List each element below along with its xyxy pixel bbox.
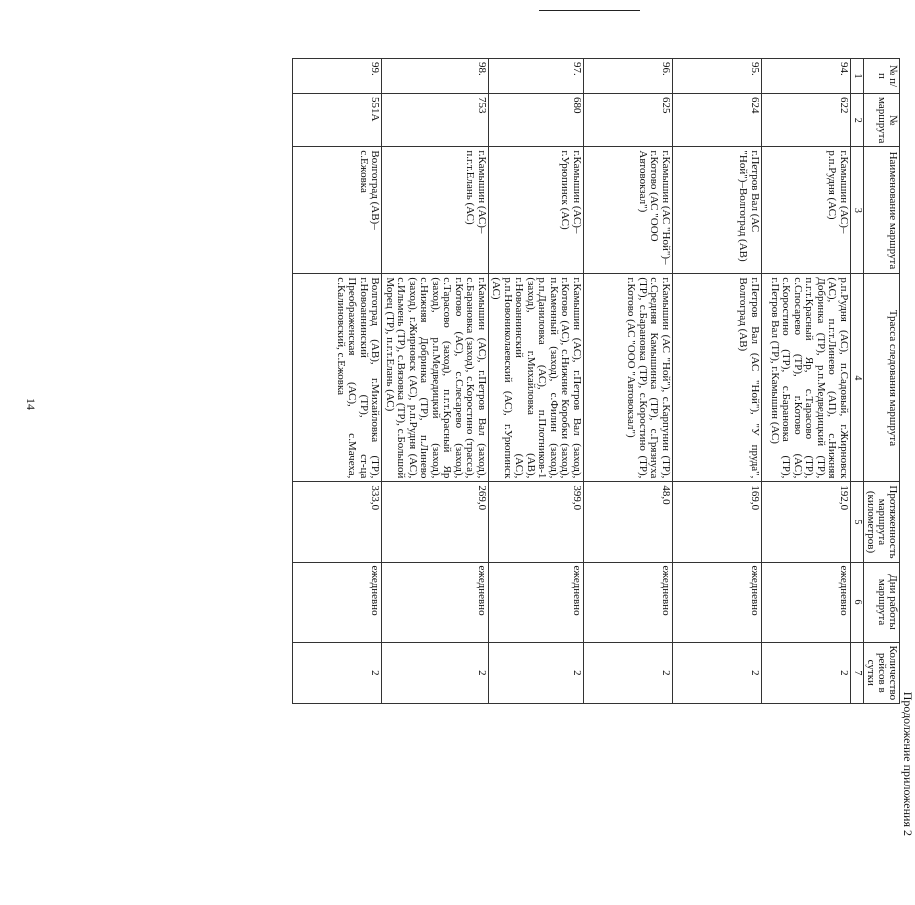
- column-number: 1: [851, 59, 864, 94]
- row-number: 99.: [293, 59, 382, 94]
- route-trace: р.п.Рудня (АС), п.Садовый, г.Жирновск (АС), п.г.т.Линево (АП), с.Нижняя Добринка (ТР), р.п.Медведицкий (ТР), п.г.т.Красный Яр, с.Тарасово (ТР), с.Спосарево (ТР), г.Котово (АС), с.Коростино (ТР), с.Барановка (ТР), г.Петров Вал (ТР), г.Камышин (АС): [762, 274, 851, 482]
- operating-days: ежедневно: [382, 562, 489, 642]
- column-number: 4: [851, 274, 864, 482]
- trips-per-day: 2: [293, 642, 382, 704]
- header-cell: Количество рейсов в сутки: [864, 642, 900, 704]
- route-trace: г.Камышин (АС "Ной"), с.Карпунин (ТР), с.Средняя Камышинка (ТР), с.Грязнуха (ТР), с.Барановка (ТР), с.Коростино (ТР), г.Котово (АС "ООО "Автовокзал"): [584, 274, 673, 482]
- rotated-page-content: [150, 58, 915, 840]
- header-cell: Наименование маршрута: [864, 147, 900, 274]
- header-cell: Трасса следования маршрута: [864, 274, 900, 482]
- trips-per-day: 2: [762, 642, 851, 704]
- route-length: 192,0: [762, 482, 851, 562]
- column-number-row: [851, 59, 864, 704]
- operating-days: ежедневно: [293, 562, 382, 642]
- column-number: 6: [851, 562, 864, 642]
- route-name: г.Камышин (АС)–г.Урюпинск (АС): [489, 147, 584, 274]
- routes-table: [293, 58, 901, 704]
- header-cell: Протяженность маршрута (километров): [864, 482, 900, 562]
- column-number: 3: [851, 147, 864, 274]
- table-row: [673, 59, 762, 704]
- trips-per-day: 2: [382, 642, 489, 704]
- row-number: 94.: [762, 59, 851, 94]
- row-number: 98.: [382, 59, 489, 94]
- appendix-caption: Продолжение приложения 2: [901, 691, 915, 836]
- route-name: Волгоград (АВ)–с.Ежовка: [293, 147, 382, 274]
- column-number: 5: [851, 482, 864, 562]
- route-number: 680: [489, 94, 584, 147]
- table-row: [489, 59, 584, 704]
- route-length: 333,0: [293, 482, 382, 562]
- operating-days: ежедневно: [673, 562, 762, 642]
- route-number: 622: [762, 94, 851, 147]
- trips-per-day: 2: [489, 642, 584, 704]
- row-number: 96.: [584, 59, 673, 94]
- route-name: г.Петров Вал (АС "Ной")–Волгоград (АВ): [673, 147, 762, 274]
- route-number: 625: [584, 94, 673, 147]
- route-number: 753: [382, 94, 489, 147]
- header-cell: № маршрута: [864, 94, 900, 147]
- row-number: 97.: [489, 59, 584, 94]
- route-trace: Волгоград (АВ), г.Михайловка (ТР), г.Новоаннинский (ТР), ст-ца Преображенская (АС), с.Мачеха, с.Калиновский, с.Ежовка: [293, 274, 382, 482]
- route-name: г.Камышин (АС "Ной")–г.Котово (АС "ООО Автовокзал"): [584, 147, 673, 274]
- route-name: г.Камышин (АС)–п.г.т.Елань (АС): [382, 147, 489, 274]
- column-number: 2: [851, 94, 864, 147]
- operating-days: ежедневно: [762, 562, 851, 642]
- route-length: 169,0: [673, 482, 762, 562]
- route-trace: г.Камышин (АС), г.Петров Вал (заход), с.Барановка (заход), с.Коростино (трасса), г.Котово (АС), с.Слесарево (заход), с.Тарасово (заход), п.г.т.Красный Яр (заход), р.п.Медведицкий (заход), с.Нижняя Добринка (ТР), п.Линево (заход), г.Жирновск (АС), р.п.Рудня (АС), с.Ильмень (ТР), с.Вязовка (ТР), с.Большой Морец (ТР), п.г.т.Елань (АС): [382, 274, 489, 482]
- top-rule: [539, 10, 640, 11]
- table-row: [584, 59, 673, 704]
- header-cell: Дни работы маршрута: [864, 562, 900, 642]
- route-name: г.Камышин (АС)–р.п.Рудня (АС): [762, 147, 851, 274]
- operating-days: ежедневно: [489, 562, 584, 642]
- route-number: 624: [673, 94, 762, 147]
- table-row: [762, 59, 851, 704]
- row-number: 95.: [673, 59, 762, 94]
- route-number: 551А: [293, 94, 382, 147]
- route-length: 269,0: [382, 482, 489, 562]
- operating-days: ежедневно: [584, 562, 673, 642]
- table-header-row: [864, 59, 900, 704]
- route-trace: г.Петров Вал (АС "Ной"), "У пруда", Волгоград (АВ): [673, 274, 762, 482]
- header-cell: № п/п: [864, 59, 900, 94]
- page-number: 14: [24, 398, 38, 410]
- route-length: 399,0: [489, 482, 584, 562]
- route-length: 48,0: [584, 482, 673, 562]
- column-number: 7: [851, 642, 864, 704]
- table-row: [293, 59, 382, 704]
- route-trace: г.Камышин (АС), г.Петров Вал (заход), г.Котово (АС), с.Нижние Коробки (заход), п.Каменный (заход), с.Филин (заход), р.п.Даниловка (АС), п.Плотников-1 (заход), г.Михайловка (АВ), г.Новоаннинский (АС), р.п.Новониколаевский (АС), г.Урюпинск (АС): [489, 274, 584, 482]
- table-row: [382, 59, 489, 704]
- trips-per-day: 2: [584, 642, 673, 704]
- trips-per-day: 2: [673, 642, 762, 704]
